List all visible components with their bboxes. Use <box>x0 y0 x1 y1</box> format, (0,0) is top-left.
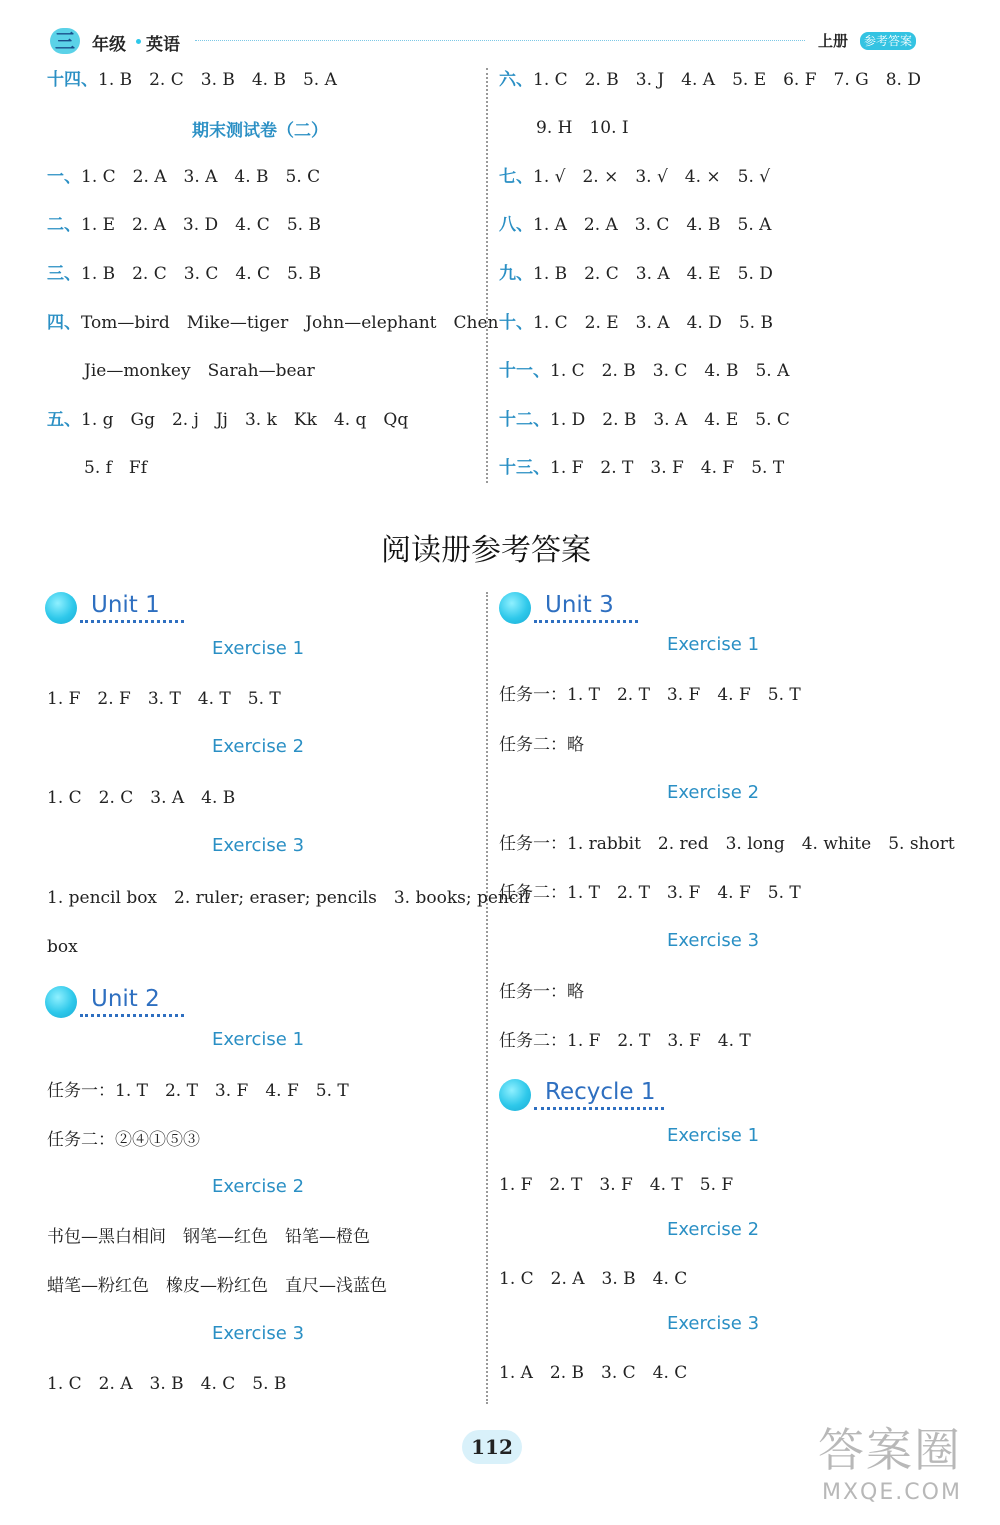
unit-2-exercise-2: Exercise 2 <box>211 1176 305 1197</box>
unit-1-ex3-answers: 1. pencil box 2. ruler; eraser; pencils 3. books; pencil <box>47 888 530 908</box>
unit-1-ex2-answers: 1. C 2. C 3. A 4. B <box>47 788 236 808</box>
answer-row-12 <box>499 408 790 432</box>
recycle-1-exercise-2: Exercise 2 <box>666 1219 760 1240</box>
answer-row-6 <box>499 68 921 92</box>
answer-row-9 <box>499 262 773 286</box>
answer-row-6-cont: 9. H 10. I <box>536 118 629 138</box>
unit-1-underline <box>80 620 184 623</box>
recycle-1-ex1-answers: 1. F 2. T 3. F 4. T 5. F <box>499 1175 734 1195</box>
row-label: 七、 <box>499 167 533 187</box>
unit-3-ex3-task1: 任务一：略 <box>499 982 584 1002</box>
answer-row-11 <box>499 359 789 383</box>
unit-1-title: Unit 1 <box>91 592 160 618</box>
row-answers: 1. B 2. C 3. C 4. C 5. B <box>81 264 322 284</box>
header-dot <box>136 39 141 44</box>
row-label: 一、 <box>47 167 81 187</box>
column-divider-top <box>486 68 488 483</box>
recycle-1-title: Recycle 1 <box>545 1079 656 1105</box>
reading-title: 阅读册参考答案 <box>381 533 591 568</box>
recycle-1-dot-icon <box>499 1079 531 1111</box>
unit-1-ex3-answers-cont: box <box>47 937 78 957</box>
unit-1-exercise-3: Exercise 3 <box>211 835 305 856</box>
header-grade: 年级 <box>92 35 126 55</box>
unit-2-ex2-line1: 书包—黑白相间 钢笔—红色 铅笔—橙色 <box>47 1227 370 1247</box>
row-label: 四、 <box>47 313 81 333</box>
answer-row-1 <box>47 165 320 189</box>
row-answers: 1. D 2. B 3. A 4. E 5. C <box>550 410 790 430</box>
answer-row-10 <box>499 311 773 335</box>
watermark-url: MXQE.COM <box>822 1480 962 1505</box>
unit-2-ex1-task1: 任务一：1. T 2. T 3. F 4. F 5. T <box>47 1081 349 1101</box>
answer-row-13 <box>499 456 784 480</box>
answer-row-5-cont: 5. f Ff <box>84 458 148 478</box>
answer-row-7 <box>499 165 770 189</box>
answer-row-14 <box>47 68 337 92</box>
unit-1-dot-icon <box>45 592 77 624</box>
row-answers: 1. B 2. C 3. B 4. B 5. A <box>98 70 337 90</box>
unit-2-ex2-line2: 蜡笔—粉红色 橡皮—粉红色 直尺—浅蓝色 <box>47 1276 387 1296</box>
row-label: 二、 <box>47 215 81 235</box>
unit-2-underline <box>80 1014 184 1017</box>
unit-3-ex2-task1: 任务一：1. rabbit 2. red 3. long 4. white 5. short <box>499 834 955 854</box>
answer-row-4 <box>47 311 498 335</box>
row-answers: 1. C 2. E 3. A 4. D 5. B <box>533 313 773 333</box>
answer-row-3 <box>47 262 321 286</box>
unit-3-exercise-1: Exercise 1 <box>666 634 760 655</box>
unit-3-exercise-3: Exercise 3 <box>666 930 760 951</box>
recycle-1-underline <box>534 1107 664 1110</box>
unit-3-ex1-task1: 任务一：1. T 2. T 3. F 4. F 5. T <box>499 685 801 705</box>
row-answers: 1. A 2. A 3. C 4. B 5. A <box>533 215 772 235</box>
row-answers: 1. g Gg 2. j Jj 3. k Kk 4. q Qq <box>81 410 409 430</box>
recycle-1-exercise-1: Exercise 1 <box>666 1125 760 1146</box>
unit-1-exercise-1: Exercise 1 <box>211 638 305 659</box>
recycle-1-ex3-answers: 1. A 2. B 3. C 4. C <box>499 1363 688 1383</box>
unit-1-ex1-answers: 1. F 2. F 3. T 4. T 5. T <box>47 689 281 709</box>
row-label: 十一、 <box>499 361 550 381</box>
answer-row-8 <box>499 213 771 237</box>
unit-3-ex3-task2: 任务二：1. F 2. T 3. F 4. T <box>499 1031 751 1051</box>
recycle-1-exercise-3: Exercise 3 <box>666 1313 760 1334</box>
section-title: 期末测试卷（二） <box>192 121 328 141</box>
unit-2-exercise-1: Exercise 1 <box>211 1029 305 1050</box>
answer-row-2 <box>47 213 321 237</box>
unit-3-exercise-2: Exercise 2 <box>666 782 760 803</box>
unit-2-ex1-task2: 任务二：②④①⑤③ <box>47 1130 200 1150</box>
unit-2-ex3-answers: 1. C 2. A 3. B 4. C 5. B <box>47 1374 287 1394</box>
row-label: 十、 <box>499 313 533 333</box>
grade-badge: 三 <box>50 28 80 54</box>
unit-2-dot-icon <box>45 986 77 1018</box>
header-rule <box>195 40 805 41</box>
column-divider-bottom <box>486 592 488 1404</box>
header-volume: 上册 <box>818 32 849 50</box>
unit-3-underline <box>534 620 638 623</box>
row-answers: 1. C 2. A 3. A 4. B 5. C <box>81 167 321 187</box>
unit-3-ex1-task2: 任务二：略 <box>499 735 584 755</box>
header-subject: 英语 <box>146 35 180 55</box>
row-answers: 1. B 2. C 3. A 4. E 5. D <box>533 264 773 284</box>
row-label: 八、 <box>499 215 533 235</box>
unit-2-title: Unit 2 <box>91 986 160 1012</box>
row-answers: 1. C 2. B 3. C 4. B 5. A <box>550 361 790 381</box>
row-answers: Tom—bird Mike—tiger John—elephant Chen <box>81 313 499 333</box>
unit-1-exercise-2: Exercise 2 <box>211 736 305 757</box>
header <box>40 26 940 58</box>
row-answers: 1. E 2. A 3. D 4. C 5. B <box>81 215 321 235</box>
row-label: 五、 <box>47 410 81 430</box>
row-label: 六、 <box>499 70 533 90</box>
row-label: 十二、 <box>499 410 550 430</box>
row-label: 十三、 <box>499 458 550 478</box>
recycle-1-ex2-answers: 1. C 2. A 3. B 4. C <box>499 1269 688 1289</box>
answer-row-4-cont: Jie—monkey Sarah—bear <box>84 361 315 381</box>
header-answer-badge: 参考答案 <box>860 32 916 50</box>
row-label: 十四、 <box>47 70 98 90</box>
row-answers: 1. C 2. B 3. J 4. A 5. E 6. F 7. G 8. D <box>533 70 921 90</box>
unit-3-title: Unit 3 <box>545 592 614 618</box>
answer-row-5 <box>47 408 408 432</box>
watermark-logo: 答案圈 <box>818 1423 962 1477</box>
unit-3-ex2-task2: 任务二：1. T 2. T 3. F 4. F 5. T <box>499 883 801 903</box>
page-number: 112 <box>471 1435 513 1459</box>
row-answers: 1. F 2. T 3. F 4. F 5. T <box>550 458 785 478</box>
unit-3-dot-icon <box>499 592 531 624</box>
row-answers: 1. √ 2. × 3. √ 4. × 5. √ <box>533 167 771 187</box>
row-label: 九、 <box>499 264 533 284</box>
row-label: 三、 <box>47 264 81 284</box>
unit-2-exercise-3: Exercise 3 <box>211 1323 305 1344</box>
